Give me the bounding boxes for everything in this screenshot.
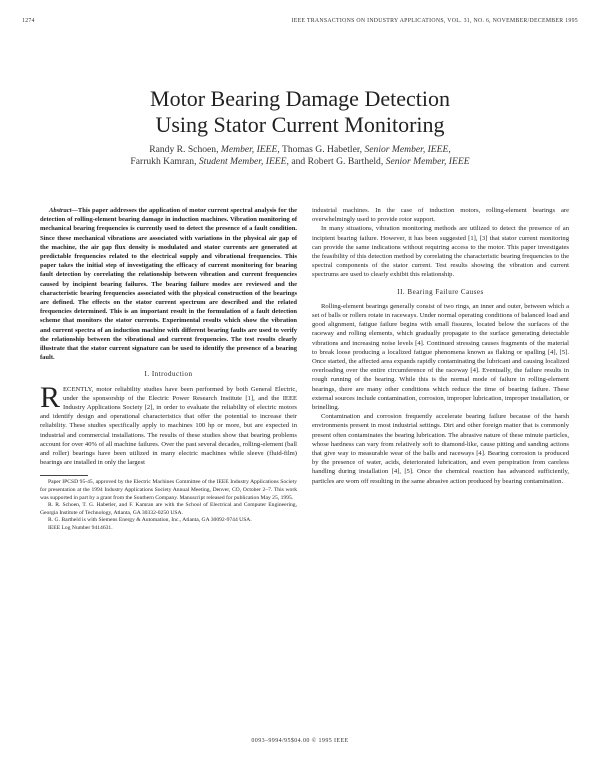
page-number: 1274 bbox=[22, 18, 35, 24]
body-paragraph: In many situations, vibration monitoring methods are utilized to detect the presence of an incipient bearing failure. However, it has been suggested [1], [3] that stator current monitoring can provide the same indications without requiring access to the motor. This paper investigates the feasibility of this detection method by correlating the characteristic bearing frequencies to the spectral components of the stator current. Test results showing the vibration and current spectrums are used to clearly exhibit this relationship. bbox=[312, 225, 569, 279]
running-head bbox=[22, 18, 578, 24]
footnote-paragraph: Paper IPCSD 95-45, approved by the Electric Machines Committee of the IEEE Industry Applications Society for presentation at the 1994 Industry Applications Society Annual Meeting, Denver, CO, October 2–7. This work was supported in part by a grant from the Southern Company. Manuscript released for publication May 25, 1995. bbox=[40, 479, 297, 501]
footnote-paragraph: R. G. Bartheld is with Siemens Energy & Automation, Inc., Atlanta, GA 30092-9744 USA. bbox=[48, 517, 252, 524]
paper-title bbox=[0, 86, 600, 138]
left-column bbox=[40, 206, 297, 533]
introduction-paragraph bbox=[40, 380, 297, 468]
abstract bbox=[40, 206, 297, 362]
journal-header: IEEE TRANSACTIONS ON INDUSTRY APPLICATIONS, VOL. 31, NO. 6, NOVEMBER/DECEMBER 1995 bbox=[291, 18, 578, 24]
abstract-text: This paper addresses the application of motor current spectral analysis for the detection of rolling-element bearing damage in induction machines. Vibration monitoring of mechanical bearing frequencies is currently used to detect the presence of a fault condition. Since these mechanical vibrations are associated with variations in the physical air gap of the machine, the air gap flux density is modulated and stator currents are generated at predictable frequencies related to the electrical supply and vibrational frequencies. This paper takes the initial step of investigating the efficacy of current monitoring for bearing fault detection by correlating the relationship between vibration and current frequencies caused by incipient bearing failures. The bearing failure modes are reviewed and the characteristic bearing frequencies associated with the physical construction of the bearings are defined. The effects on the stator current spectrum are described and the related frequencies determined. This is an important result in the formulation of a fault detection scheme that monitors the stator currents. Experimental results which show the vibration and current spectra of an induction machine with different bearing faults are used to verify the relationship between the vibrational and current frequencies. The test results clearly illustrate that the stator current signature can be used to identify the presence of a bearing fault. bbox=[40, 207, 297, 362]
abstract-label: Abstract— bbox=[49, 207, 78, 214]
author-line-2: Farrukh Kamran, Student Member, IEEE, and Robert G. Bartheld, Senior Member, IEEE bbox=[130, 156, 470, 167]
copyright-line: 0093–9994/95$04.00 © 1995 IEEE bbox=[251, 738, 349, 744]
author-line-1: Randy R. Schoen, Member, IEEE, Thomas G. Habetler, Senior Member, IEEE, bbox=[149, 144, 451, 155]
footnote-rule bbox=[40, 475, 88, 476]
right-column bbox=[312, 206, 569, 486]
footnote-paragraph: R. R. Schoen, T. G. Habetler, and F. Kamran are with the School of Electrical and Computer Engineering, Georgia Institute of Technology, Atlanta, GA 30332-0250 USA. bbox=[40, 502, 297, 516]
title-line-1: Motor Bearing Damage Detection bbox=[150, 86, 450, 111]
body-paragraph: industrial machines. In the case of induction motors, rolling-element bearings are overwhelmingly used to provide rotor support. bbox=[312, 207, 569, 224]
title-line-2: Using Stator Current Monitoring bbox=[155, 112, 445, 137]
footnote-paragraph: IEEE Log Number 9414631. bbox=[48, 525, 113, 532]
section-heading-introduction: I. Introduction bbox=[144, 370, 193, 379]
section-heading-bearing-failure-causes: II. Bearing Failure Causes bbox=[397, 287, 484, 296]
drop-cap: R bbox=[40, 380, 61, 414]
introduction-text: ECENTLY, motor reliability studies have been performed by both General Electric, under the sponsorship of the Electric Power Research Institute [1], and the IEEE Industry Applications Society [2], in order to evaluate the reliability of electric motors and identify design and operational characteristics that offer the potential to increase their reliability. These studies specifically apply to machines 100 hp or more, but are expected in industrial and commercial installations. The results of these studies show that bearing problems account for over 40% of all machine failures. Over the past several decades, rolling-element (ball and roller) bearings have been utilized in many electric machines while sleeve (fluid-film) bearings are installed in only the largest bbox=[40, 385, 297, 467]
body-paragraph: Contamination and corrosion frequently accelerate bearing failure because of the harsh environments present in most industrial settings. Dirt and other foreign matter that is commonly present often contaminates the bearing lubrication. The abrasive nature of these minute particles, whose hardness can vary from relatively soft to diamond-like, cause pitting and sanding actions that give way to measurable wear of the balls and raceways [4]. Bearing corrosion is produced by the presence of water, acids, deteriorated lubrication, and even perspiration from careless handling during installation [4], [5]. Once the chemical reaction has advanced sufficiently, particles are worn off resulting in the same abrasive action produced by bearing contamination. bbox=[312, 413, 569, 485]
body-paragraph: Rolling-element bearings generally consist of two rings, an inner and outer, between which a set of balls or rollers rotate in raceways. Under normal operating conditions of balanced load and good alignment, fatigue failure begins with small fissures, located below the surfaces of the raceway and rolling elements, which gradually propagate to the surface generating detectable vibrations and increasing noise levels [4]. Continued stressing causes fragments of the material to break loose producing a localized fatigue phenomena known as flaking or spalling [4], [5]. Once started, the affected area expands rapidly contaminating the lubricant and causing localized overloading over the entire circumference of the raceway [4]. Eventually, the failure results in rough running of the bearing. While this is the normal mode of failure in rolling-element bearings, there are many other conditions which reduce the time of bearing failure. These external sources include contamination, corrosion, improper lubrication, improper installation, or brinelling. bbox=[312, 302, 569, 412]
author-block bbox=[0, 144, 600, 168]
footnote bbox=[40, 479, 297, 532]
